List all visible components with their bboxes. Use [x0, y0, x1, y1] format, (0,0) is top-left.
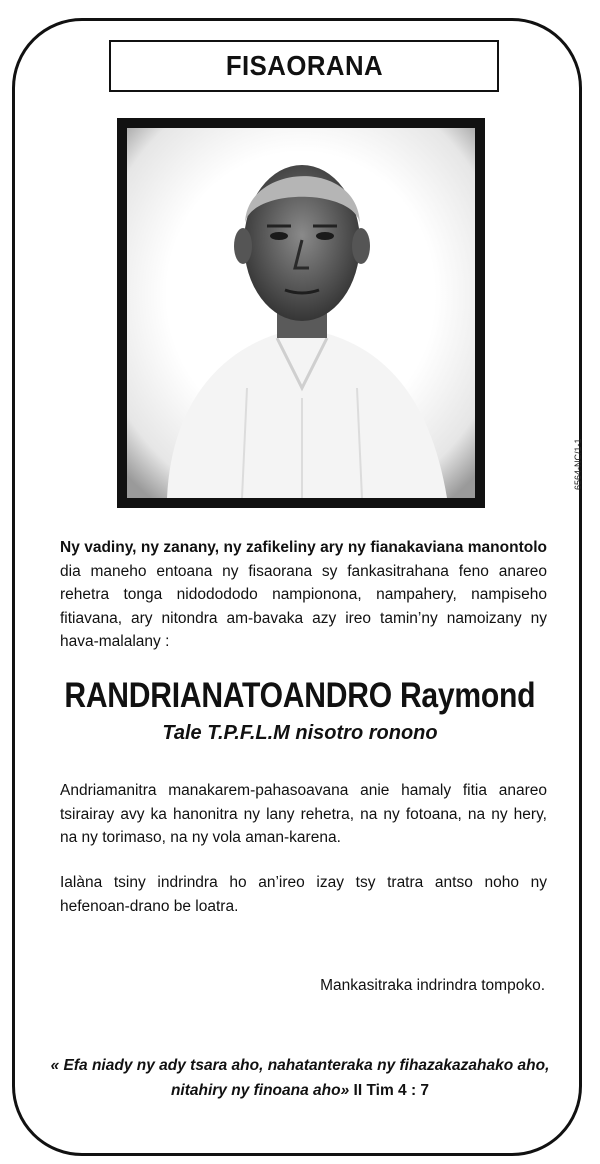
quote-line-2: nitahiry ny finoana aho» [170, 1082, 350, 1099]
deceased-title: Tale T.P.F.L.M nisotro ronono [162, 722, 438, 744]
quote-line-1: « Efa niady ny ady tsara aho, nahatanteraka ny fihazakazahako aho, [50, 1057, 550, 1074]
deceased-name-text: RANDRIANATOANDRO Raymond [64, 676, 536, 715]
title-box [109, 40, 499, 92]
quote-reference: II Tim 4 : 7 [349, 1082, 430, 1099]
deceased-name [0, 676, 600, 716]
portrait-image [127, 128, 475, 498]
thanks-line: Mankasitraka indrindra tompoko. [320, 977, 545, 994]
intro-paragraph [60, 536, 547, 654]
blessing-paragraph: Andriamanitra manakarem-pahasoavana anie hamaly fitia anareo tsirairay avy ka hanonitra ny lany rehetra, na ny fotoana, na ny hery, na ny torimaso, na ny vola aman-karena. [60, 782, 547, 846]
intro-family-text: Ny vadiny, ny zanany, ny zafikeliny ary ny fianakaviana manontolo [60, 539, 547, 556]
page-title: FISAORANA [225, 50, 383, 81]
ad-reference-code: 6564-NC/1-1 [573, 438, 583, 490]
portrait-photo [117, 118, 485, 508]
apology-paragraph: Ialàna tsiny indrindra ho an’ireo izay tsy tratra antso noho ny hefenoan-drano be loatra. [60, 874, 547, 915]
bible-quote [0, 1053, 600, 1103]
intro-body-text: dia maneho entoana ny fisaorana sy fankasitrahana feno anareo rehetra tonga nidodododo nampionona, nampahery, nampiseho fitiavana, ary nitondra am-bavaka azy ireo tamin’ny namoizany ny hava-malalany : [60, 562, 547, 650]
